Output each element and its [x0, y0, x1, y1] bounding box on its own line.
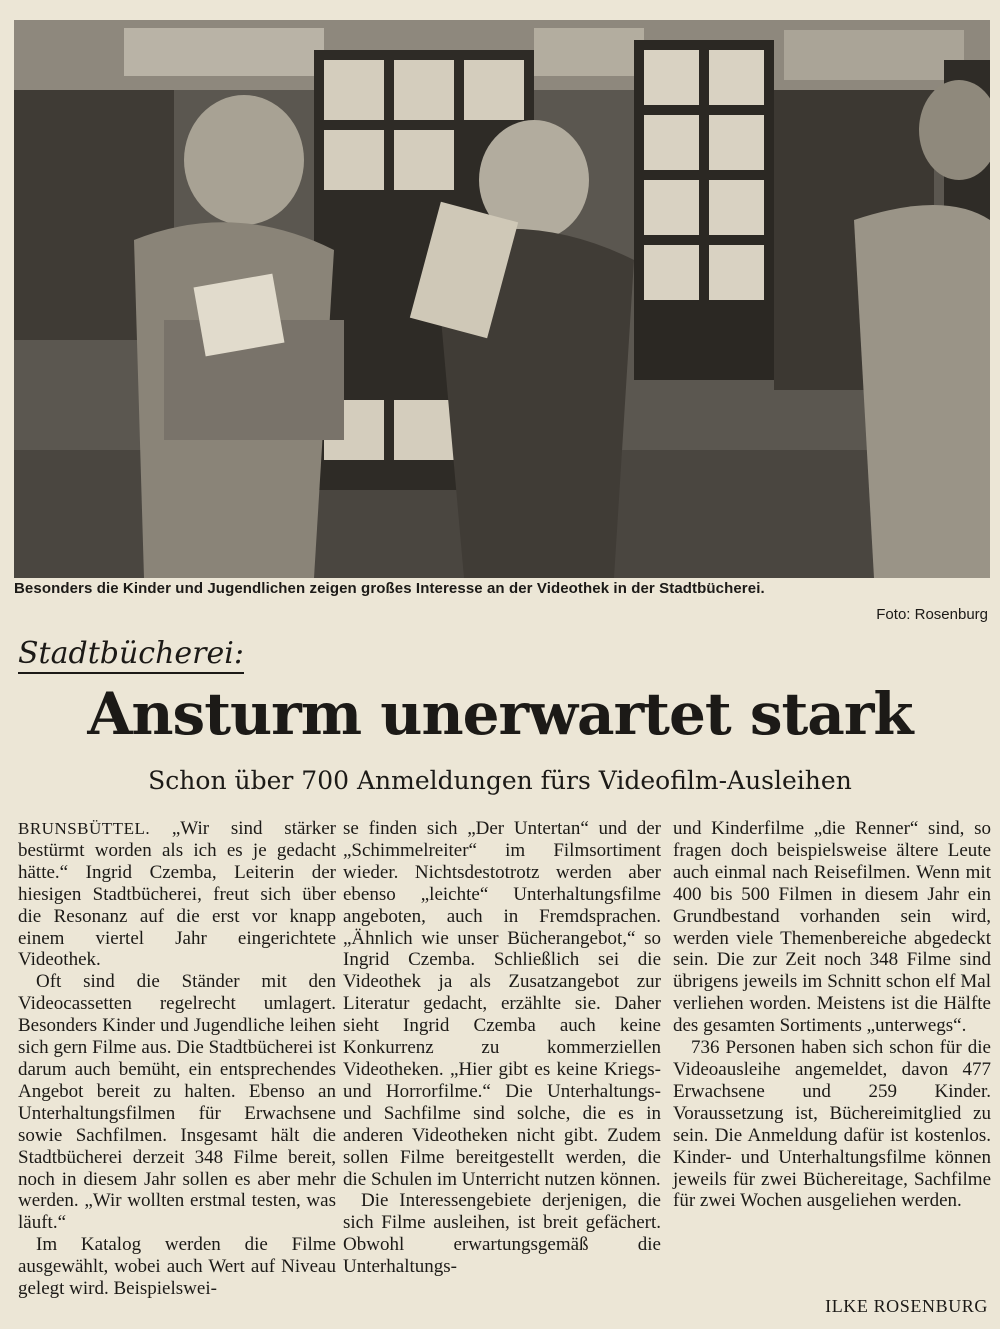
article-kicker: Stadtbücherei:: [18, 636, 244, 674]
dateline: BRUNSBÜTTEL.: [18, 819, 151, 838]
paragraph: Oft sind die Ständer mit den Videocassetten regelrecht umlagert. Besonders Kinder und Jugendliche leihen sich gern Filme aus. Die Stadtbücherei ist darum auch bemüht, ein entsprechendes Angebot bereit zu halten. Ebenso an Unterhaltungsfilmen für Erwachsene sowie Sachfilmen. Insgesamt hält die Stadtbücherei derzeit 348 Filme bereit, noch in diesem Jahr sollen es aber mehr werden. „Wir wollten erstmal testen, was läuft.“: [18, 971, 336, 1234]
library-photo-illustration: [14, 20, 990, 578]
photo-caption: Besonders die Kinder und Jugendlichen zeigen großes Interesse an der Videothek in der Stadtbücherei.: [14, 580, 765, 597]
article-column-3: [673, 818, 991, 1212]
paragraph: 736 Personen haben sich schon für die Videoausleihe angemeldet, davon 477 Erwachsene und 259 Kinder. Voraussetzung ist, Büchereimitglied zu sein. Die Anmeldung dafür ist kostenlos. Kinder- und Unterhaltungsfilme können jeweils für zwei Büchereitage, Sachfilme für zwei Wochen ausgeliehen werden.: [673, 1037, 991, 1212]
article-column-2: [343, 818, 661, 1278]
paragraph: Die Interessengebiete derjenigen, die sich Filme ausleihen, ist breit gefächert. Obwohl erwartungsgemäß die Unterhaltungs-: [343, 1190, 661, 1278]
paragraph-text: „Wir sind stärker bestürmt worden als ich es je gedacht hätte.“ Ingrid Czemba, Leiterin der hiesigen Stadtbücherei, freut sich über die Resonanz auf die erst vor knapp einem viertel Jahr eingerichtete Videothek.: [18, 818, 336, 971]
paragraph: Im Katalog werden die Filme ausgewählt, wobei auch Wert auf Niveau gelegt wird. Beispielswei-: [18, 1234, 336, 1300]
paragraph: se finden sich „Der Untertan“ und der „Schimmelreiter“ im Filmsortiment wieder. Nichtsdestotrotz werden aber ebenso „leichte“ Unterhaltungsfilme angeboten, auch in Fremdsprachen. „Ähnlich wie unser Bücherangebot,“ so Ingrid Czemba. Schließlich sei die Videothek ja als Zusatzangebot zur Literatur gedacht, erzählte sie. Daher sieht Ingrid Czemba auch keine Konkurrenz zu kommerziellen Videotheken. „Hier gibt es keine Kriegs- und Horrorfilme.“ Die Unterhaltungs- und Sachfilme sind solche, die es in anderen Videotheken nicht gibt. Zudem sollen Filme bereitgestellt werden, die die Schulen im Unterricht nutzen können.: [343, 818, 661, 1190]
article-subhead: Schon über 700 Anmeldungen fürs Videofilm-Ausleihen: [148, 766, 852, 795]
article-headline: Ansturm unerwartet stark: [87, 680, 913, 748]
news-photo: [14, 20, 990, 578]
author-byline: ILKE ROSENBURG: [825, 1296, 988, 1316]
paragraph: und Kinderfilme „die Renner“ sind, so fragen doch beispielsweise ältere Leute auch einmal nach Reisefilmen. Wenn mit 400 bis 500 Filmen in diesem Jahr ein Grundbestand vorhanden sein wird, werden viele Themenbereiche abgedeckt sein. Die zur Zeit noch 348 Filme sind übrigens jeweils im Schnitt schon elf Mal verliehen worden. Meistens ist die Hälfte des gesamten Sortiments „unterwegs“.: [673, 818, 991, 1037]
article-column-1: [18, 818, 336, 1300]
photo-credit: Foto: Rosenburg: [876, 606, 988, 623]
paragraph: [18, 818, 336, 971]
